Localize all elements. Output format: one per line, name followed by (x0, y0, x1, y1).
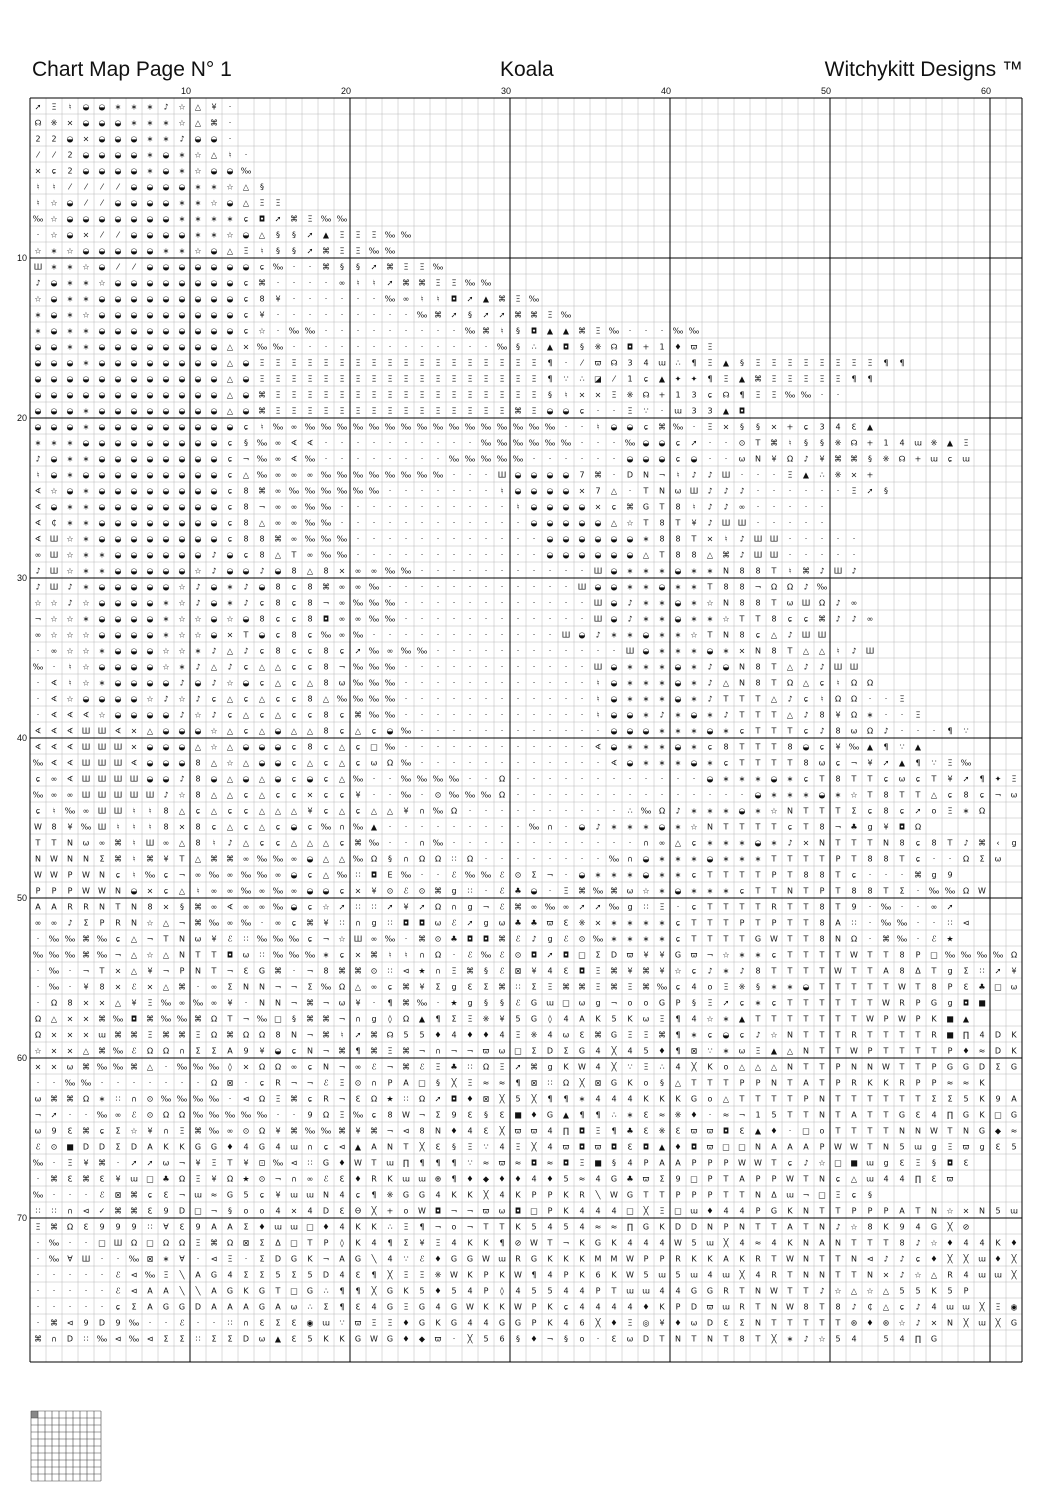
chart-row: ∞Ш☆∗∗◒◒◒◒◒◒♪◒ɕ8△T∞‰‰············◒◒◒◒◒◒△T88△⌘♪ШШ····· (34, 550, 856, 560)
pattern-name: Koala (500, 58, 554, 81)
stitch-symbols (33, 103, 1018, 1344)
chart-row: ·Ω8××△¥Ξ‰∞‰∞¥·NN¬⌘¬ω¥·¶⌘‰·★g§§ℰGɯ□ωg¬ooGP§Ξ➚ɕ∗ɕTTTTTTWRPGg◘■ (36, 998, 986, 1008)
chart-row: ·∞☆☆∗◒◒◒☆☆∗♪△♪ɕ8ɕɕ8ɕ➚‰∞‰‰············Ш◒∗∗∗◒∗×N8T△△♮♪Ш (36, 646, 875, 656)
chart-row: ¬☆☆∗◒◒◒◒∗☆☆◒☆◒8ɕɕ8◘∞∞‰‰············Ш◒♪∗∗◒∗∗☆TT8ɕɕ⌘♪♪∞ (34, 614, 874, 624)
chart-row: 22◒×◒◒◒∗∗♪◒◒· (35, 134, 232, 144)
column-label: 10 (180, 86, 192, 96)
chart-row: AARRNTN8×§⌘∞∢∞∞‰◒ɕ☆➚∷∷➚¥➚Ω∩g¬ℰ⌘∞‰∞➚➚‰g∷Ξ·ɕTTTTRTT8T9·‰··∞➚ (35, 902, 954, 912)
chart-row: ∷∷∩⊲✓⌘⌘ℇ9D□¬§oo4×4DℇΘ╳+oW◘¬¬ϖω◘□PK444□╳Ξ□ɯ♦44PGKNTTPPPATN☆×N5ɯ (35, 1206, 1018, 1216)
chart-row: ∗∗∗◒◒◒◒◒◒◒◒◒ɕ§‰∞∢∢··········‰‰‰‰‰‰···‰◒◒ɕ➚··⊙T⌘♮§§※☊+14ɯ※▲Ξ (34, 438, 969, 448)
chart-row: ♮☆◒⁄⁄◒◒◒◒∗∗☆◒△ΞΞ (36, 198, 281, 208)
chart-row: ∗◒∗☆◒◒◒◒◒◒◒◒◒ɕ¥·········‰⌘➚§➚➚⌘⌘Ξ‰ (34, 310, 572, 320)
chart-row: WWPWNɕ♮‰ɕ¬∞‰∞‰‰∞◒ɕ△‰∷◘Ε‰··ℰ‰‰ℰ⊙Σ¬·◒∗∗∗◒∗∗ɕTTTTPT88Tɕ···⌘g9 (34, 870, 953, 880)
chart-row: ➚Ξ♮◒◒∗∗∗♪☆△¥· (34, 102, 232, 112)
chart-row: ♪Ш♪∗◒◒◒◒◒☆♪◒∗♪◒8ɕ8⌘∞∞‰············Ш◒◒∗∗◒∗∗T88¬ΩΩ♪‰ (35, 582, 828, 592)
chart-row: Ω×××ɯ⌘⌘Ξ⌘⌘ΞΩ⌘ΩΩ8N¬⌘♮➚⌘☊55♦4♦♦4Ξ※4ωℇ⌘GΞΞ⌘¶∗ɕ◒ɕ♪☆NTTTRTTTTR■∏4DK (34, 1030, 1017, 1040)
chart-row: ♪◒∗∗◒◒◒◒◒◒◒◒ɕ¬‰∞∢‰········‰‰‰‰‰······◒◒◒ɕ◒··ωN¥Ω♪¥⌘⌘§※☊+ɯɕɯ (35, 454, 970, 464)
chart-row: ××ω⌘‰‰⌘△·‰‰‰◊×ΩΩ∞ɕN¬∞ℰ¬⌘ℰΞ♣∷ΩΞ➚⌘gKW4╳∵Ξ∴4╳Ko△△△NTTPNNWTTPGGDΣG (34, 1062, 1018, 1072)
chart-row: ∢☆◒∗◒◒◒◒◒◒◒◒ɕ8⌘∞‰‰‰‰‰‰·······♮◒◒◒◒×7△·TNωШ♪♪♪······Ξ➚§ (34, 486, 888, 496)
chart-row: ◒◒◒◒◒◒◒◒◒◒◒◒△◒ΞΞΞΞΞΞΞΞΞΞΞΞΞΞΞΞΞΞ¶∵∴◪⁄1ɕ▲✦✦¶Ξ▲⌘ΞΞΞΞΞ¶¶ (34, 374, 873, 384)
chart-row: ‰∞∞ШШШШШ♪☆8△△ɕ△ɕɕ×ɕɕ¥··‰·⊙‰‰‰Ω···············◒∗∗∗◒∗☆T8TT△ɕ8ɕ¬ω (32, 790, 1018, 800)
row-label: 70 (16, 1213, 27, 1223)
chart-row: ☆◒∗∗◒◒◒◒◒◒◒◒◒ɕ8¥······‰∞♮♮◘➚▲⌘Ξ‰ (34, 294, 540, 304)
chart-row: ·····ɕΣAGGDAAAGAω∴Σ¶ℇ4GΞG4GWKKWPKɕ4444♦KPDϖɯRTNW8T8♪₵△ɕ♪4ɯɯ╳Ξ◉ (36, 1302, 1018, 1312)
designer-name: Witchykitt Designs ™ (824, 58, 1023, 81)
chart-row: ·‰·¬T×△¥¬PNT¬ℇG⌘·¬8⌘⌘⊙∷⊲★∩Ξ⌘§ℰ⊠¥4ℇ◘Ξ⌘¥⌘¥☆ɕ♪∗♪8TTTTWTTA8ΔTgΣ∷➚¥ (36, 966, 1017, 976)
chart-row: ♮◒∗◒◒◒◒◒◒◒◒◒ɕ△‰∞∞∞‰‰‰‰‰‰‰‰···Ш◒◒◒◒7⌘·DN¬♮♪♪Ш···Ξ▲∴※×+ (36, 470, 874, 480)
chart-row: ·∢♮☆∗◒◒◒◒♪◒♪☆◒ɕ△ɕ△8ω‰‰‰············♮◒∗∗∗◒∗♪△N8TΩ△ɕ♮ΩΩ (36, 678, 874, 688)
chart-row: ·☆◒×⁄⁄◒◒◒◒∗∗☆◒△§§➚▲ΞΞΞ‰‰ (36, 230, 412, 240)
chart-row: ·‰∀Ш··‰⊠∗∀·⊲Ξ·ΣDGK¬AG╲4∵ℰ♦GGWɯRGKKKMMWPPRKKAKRTWNTTN⊲♪♪ɕ♦╳╳ɯ♦╳ (36, 1254, 1017, 1264)
chart-row: ¬➚··‰∞ℰ⊙ΩΩ‰‰‰‰‰··9ΩΞ‰ɕ8W¬Σ9ℇ§ℇ■♦G▲¶¶∴∗ℇ≈※♦·≈¬15TTNTATTGℇ4∏GK□G (34, 1110, 1018, 1120)
chart-row: ·⌘⊲9D9‰··ℰ··∷∩ℇΣℇ◉ɯ∵ϖΞΞ♦GKG44GGPK46╳♦Ξ◎¥♦ωDℇΣNTTTTT⊛♦⊛☆♪×N╳ɯ╳G (36, 1318, 1018, 1328)
row-label: 60 (16, 1053, 27, 1063)
chart-row: ♮♮⁄⁄⁄⁄◒◒◒◒∗∗☆△§ (36, 182, 264, 192)
chart-row: ◒◒◒◒◒◒◒◒◒◒◒◒△◒⌘ΞΞΞΞΞΞΞΞΞΞΞΞΞΞΞΞΞ§♮××Ξ※☊+13ɕ☊¶ΞΞ‰‰·· (34, 390, 840, 400)
chart-row: ·····ℰ⊲‰Ξ╲AG4ΣΣ5Σ5D4ℇ¶╳ΞΞ※WKPKW¶4PK6KW5ɯ5ɯ4ɯ╳4RTNNTTN×♪☆△R4ɯɯ╳ (36, 1270, 1017, 1280)
chart-row: ·∢☆◒◒◒◒☆♪☆♪ɕ△ɕ△ɕɕ8△‰‰‰‰············♮◒∗∗∗◒∗♪TTT△♪ɕ♮ΩΩ··Ξ (36, 694, 905, 704)
chart-row: ◒◒◒∗◒◒◒◒◒◒◒◒△◒⌘ΞΞΞΞΞΞΞΞΞΞΞΞΞΞΞ⌘Ξ◒◒ɕ··Ξ∵·ɯ33▲◘ (34, 406, 746, 416)
chart-row: ☊※×◒◒◒∗∗∗☆△⌘· (34, 118, 232, 128)
page-position-key-grid (30, 1410, 110, 1490)
current-page-marker (31, 1411, 38, 1418)
chart-row: ♪Ш☆∗∗◒◒◒◒◒☆♪◒◒♪◒8△8×∞∞‰‰···········Ш◒∗∗∗◒∗∗N88T♮⌘♪Ш♪ (35, 566, 857, 576)
chart-row: Ξ⌘Ωℇ999∷∀ℇ9AAΣ♦ɯɯ□♦4KK∴Ξ¶¬o¬TTK5454≈≈∏GKDDNPNTTATN♪☆8K94G╳⊘ (35, 1222, 970, 1232)
chart-row: W8¥‰Ш♮♮♮8×8ɕ△ɕ△ɕ◒ɕ‰∩‰▲·········‰∩·◒♪∗∗∗◒∗☆NTTTTɕT8¬♣g¥◘Ω (34, 822, 922, 832)
chart-row: ɕ∞∢ШШШШ◒◒♪8◒△◒△◒ɕ◒ɕ△‰··‰‰‰‰··Ω············◒∗∗∗◒∗ɕT8TTɕωɕT¥➚¶✦Ξ (35, 774, 1017, 784)
chart-row: ∢∢∢ШШШ×◒◒◒△☆△◒◒◒ɕ8ɕ△ɕ□‰············∢◒∗∗∗◒∗ɕ8TTT8◒ɕ¥‰▲¶∵▲ (34, 742, 922, 752)
chart-row: ⌘∩D∷‰⊲‰⊲ΣΣ∷ΣΣDω▲ℇ5KKGWG♦◆ϖ·╳56§♦¬§o·ℇωDTNTNT8T╳∗♪☆54 54∏G (34, 1334, 938, 1344)
row-label: 30 (16, 573, 27, 583)
column-label: 20 (340, 86, 352, 96)
row-label: 50 (16, 893, 27, 903)
chart-row: ·‰‰⌘‰ɕ△¬TNω¥ℰ∷‰‰‰ɕ¬☆Ш∞‰·⌘⊙♣◘◘⌘ℰ♪gℰ⊙‰∗∗∗∗ɕTTTTGWTT8NΩ·⌘‰·ℰ★ (36, 934, 954, 944)
chart-row: ∞∞♪ΣPRN☆△¬⌘‰∞‰·∞ɕ⌘¥∷∩g∷◘◘ωℰ➚gω♣♣ϖℇ※×∗∗∗∗ɕTTTPTPTT8A∷·‰‰··∷⊲ (34, 918, 970, 928)
page-title: Chart Map Page N° 1 (32, 58, 232, 81)
chart-row: ɕ♮‰∞ШШ♮♮8△ɕ△ɕɕ△△△¥ɕ△ɕ△△¥∩‰Ω··········∴‰Ω♪∗∗∗◒∗☆NTTTΣɕ8ɕ➚oΞ∗Ω (35, 806, 986, 816)
row-label: 10 (16, 253, 27, 263)
chart-row: ◒◒◒∗◒◒◒◒◒◒◒◒△◒ΞΞΞΞΞΞΞΞΞΞΞΞΞΞΞΞΞΞ¶·⁄ϖ☊34ɯ∴¶Ξ▲§ΞΞΞΞΞΞΞΞ¶¶ (34, 358, 905, 368)
chart-row: ω⌘⌘Ω∗∷∩⊙‰‰‰‰·⊲ΩΞ⌘ɕR¬ℇΩ★∷Ω➚◘♦⊠╳5╳¶¶∗444KKKGo△TTTTPNTTTTTTΣΣ5K9A (34, 1094, 1017, 1104)
chart-row: ♪◒∗∗☆◒◒◒◒◒◒◒◒ɕ⌘····∞♮♮➚⌘⌘ΞΞ‰‰ (35, 278, 492, 288)
chart-row: ∢Ш☆∗◒◒◒◒◒◒◒◒ɕ88⌘∞‰‰‰············◒◒◒◒◒◒∗88T×♮♪ШШ····· (34, 534, 856, 544)
column-label: 60 (980, 86, 992, 96)
chart-row: ∢◒∗∗◒◒◒◒◒◒◒◒ɕ8¬∞∞‰‰···········♮◒◒◒◒×ɕ⌘GT8♮♪♪∞····· (34, 502, 824, 512)
chart-row: ·∢∢∢☆◒◒◒◒♪☆♪ɕ△ɕ△ɕɕ8ɕ⌘‰‰············♮◒◒∗♪∗◒∗♪TTT△♪8¥Ω∗··Ξ (36, 710, 921, 720)
chart-row: ‰‰‰⌘‰¬△☆△NTT◘ω∷‰‰‰∗ɕ×⌘♮♮∩Ω·ℰ‰ℰ⊙◘➚◘□ΣDϖ¥¥Gϖ¬☆∗∗ɕTTTTWTT8P□‰‰‰‰Ω (32, 950, 1018, 960)
chart-row: TTNω∞⌘♮Ш∞△8♮♪△ɕɕ△△△ɕ⌘‰··∩‰············∩∞△ɕ∗∗∗◒∗♪×NTTTN8ɕ8T♪⌘‹g (35, 838, 1017, 848)
chart-row: ‰∢∢ШШШ∢◒◒◒8△☆△◒◒ɕ△ɕ△ɕωΩ‰············∢◒∗∗∗◒∗ɕTTTT8ωɕ¬¥➚▲¶∵Ξ‰ (32, 758, 972, 768)
row-label: 20 (16, 413, 27, 423)
chart-row: ☆∗☆◒◒◒◒◒∗∗☆◒△Ξ♮§§➚⌘ΞΞ‰‰ (34, 246, 396, 256)
row-axis-labels (17, 253, 27, 1223)
chart-row: ··‰‰·······Ω⊠·ɕR¬¬ℰΞ⊙∩PA□§╳Ξ≈≈¶⊠∷Ω╳⊠GKo§△TTTPPNTATPRKKRPP≈≈K (36, 1078, 985, 1088)
chart-row: ☆××△⌘‰ℰΩΩ∩ΣΣA9¥◒ɕN¬⌘¶⌘Ξ⌘¬∩¬¬ϖω□ΣDΣG4╳45♦¶⊠∵∗ωΞ▲△NTTWPTTTTP♦≈DK (34, 1046, 1017, 1056)
column-label: 30 (500, 86, 512, 96)
chart-row: ∢∢∢ШШ∢×△◒◒◒☆△ɕ△◒△△8ɕ△ɕ◒‰············◒◒◒∗∗∗◒∗ɕTTTɕ♪8ωΩ♪···¶∵ (34, 726, 969, 736)
chart-row: ω9ℇ⌘ɕΣ☆¥∩Ξ⌘‰∞⊙Ω¥⌘‰‰⌘¥⌘¬⊲8N♦4ℇ╳ϖϖ4∏◘Ξ¶♣ℇ※ℇϖϖ◘ℇ▲♦·□oTTTTNNWTNG◆≈ (34, 1126, 1018, 1136)
chart-row: ·⌘ℇ⌘ℇ¥ɯ□♣ΩΞ¥Ω★⊙¬∩∞ℰℇ♦RKɯɯ⊕¶♦◆♦♦4♦5≈4G♣ϖΣ9□PTAPPWTNɕ△ɯ44∏ℇϖ (36, 1174, 954, 1184)
chart-row: ∗◒∗∗◒◒◒◒◒◒◒◒◒ɕ☆·‰‰·········‰⌘♮§◘▲▲⌘Ξ‰···‰‰ (34, 326, 700, 336)
chart-row: Ш∗∗☆◒⁄⁄◒◒◒◒◒◒◒ɕ‰··⌘§§➚⌘ΞΞ‰ (33, 262, 444, 272)
chart-row: Ω△××⌘‰◘⌘‰‰⌘ΩT¬‰□§⌘⌘¬∩g◊Ω▲¶ΣΞ※¥5G◊4AK5KωΞ¶4☆∗▲TTTTTTTWPWPK■▲ (34, 1014, 970, 1024)
chart-row: ‰·Ξ¥⌘·➚➚ω¬¥ΞT¥⊡‰⊲∷G♦WTɯ∏¶¶¶∵≈ϖ≈◘≈◘Ξ■§4PAAPPPWWTɕ♪☆□■ɯgℇΞ§◘ℇ (32, 1158, 969, 1168)
chart-row: ∢₵∗∗◒◒◒◒◒◒◒◒ɕ8△∞∞‰‰············◒◒◒◒◒△☆T8T¥♪ШШ····· (34, 518, 824, 528)
chart-row: ‰···ℰ⊠⌘ɕℇ¬ɯ≈G5ɕ¥ɯɯN4ɕ¶※GG4KK╳4KPPKR╲WGTTPPPTTNΔɯ¬□Ξɕ§ (32, 1190, 872, 1200)
chart-row: ☆☆♪☆◒◒◒◒∗☆♪◒∗♪ɕ8ɕ8¬∞‰‰‰············Ш◒♪∗∗◒∗☆N88TωШΩ♪∞ (34, 598, 858, 608)
column-axis-labels (181, 86, 991, 96)
chart-row: NWNNΣ⌘♮⌘¥T△⌘⌘∞‰‰∞◒△△‰Ω§∩ΩΩ∷Ω········‰∩◒∗∗∗◒∗∗∗TTTTPT88Tɕ··ΩΣω (35, 854, 1002, 864)
chart-row: ×ɕ2◒◒◒◒∗◒∗☆◒◒‰ (34, 166, 252, 176)
chart-row: ◒◒∗∗◒◒◒◒◒◒◒◒△×‰‰·············‰§∴▲◘§※☊◘+1♦ϖΞ (34, 342, 713, 352)
chart-row: PPPWWN◒×ɕ△♮∞∞‰∞‰∞◒◒ɕ×¥⊙ℰ⊙⌘g∷·ℰ♣◒·Ξ⌘‰⌘ω☆∗◒∗∗∗ɕTTNTPT88TΣ·‰‰ΩW (35, 886, 986, 896)
chart-row: ·····ℰ⊲AA╲╲AGKGT□G∴¶¶╳GK5♦54P◊45544PTɯɯ44GGRTNWTT♪☆△☆△55K5P (36, 1286, 969, 1296)
row-label: 40 (16, 733, 27, 743)
chart-row: ⁄⁄2◒◒◒◒∗◒∗☆△♮· (37, 150, 248, 160)
chart-row: ·‰·¥8×ℰ×△⌘·∞ΣNN¬¬Σ‰Ω△∞ɕ⌘¥ΣgℇΣ⌘∷ΣΞ⌘⌘Ξ⌘Ξ⌘‰ɕ4oΞ※§∗∗◒TTTTTWT8Pℇ♣□ω (36, 982, 1018, 992)
column-label: 50 (820, 86, 832, 96)
chart-row: ◒◒◒∗◒◒◒◒◒◒◒◒◒ɕ♮‰∞‰‰‰‰‰‰‰‰‰‰‰‰‰‰‰‰··♮◒◒ɕ⌘‰·Ξ×§§×+ɕ34ℇ▲ (34, 422, 874, 432)
column-label: 40 (660, 86, 672, 96)
chart-row: ‰·♮☆◒◒◒◒☆∗♪△♪ɕ△△ɕɕ8¬‰‰‰············Ш◒∗∗∗◒∗♪◒N8T△♪♪ШШ (32, 662, 859, 672)
chart-row: ℰ⊙■DDΣDAKKGG♦4G4ɯ∩ɕ⊲▲ANT╳ℇ§Ξ∵4Ξ╳4ϖ◘ϖ◘ℇ◘▲♦◘ϖ□□NAAAPWWTN5ɯgΞϖgℇ5 (35, 1142, 1017, 1152)
chart-row: ·‰··□ШΩ□ΩΩΞ⌘Ω⊠ΣΔ□TP◊K4¶Σ¥Ξ4KK¶⊘WT¬KGK444W5ɯ╳4≈4KNANTTT8♪☆♦44K♦ (36, 1238, 1018, 1248)
chart-row: ∞☆☆☆◒◒◒◒∗☆☆◒×T◒ɕ8ɕ‰∞‰············Ш◒♪∗∗◒∗∗☆TN8ɕ△♪ШШ (34, 630, 827, 640)
chart-row: ‰☆◒◒◒◒◒◒◒∗∗∗∗ɕ◘➚⌘Ξ‰‰ (32, 214, 348, 224)
